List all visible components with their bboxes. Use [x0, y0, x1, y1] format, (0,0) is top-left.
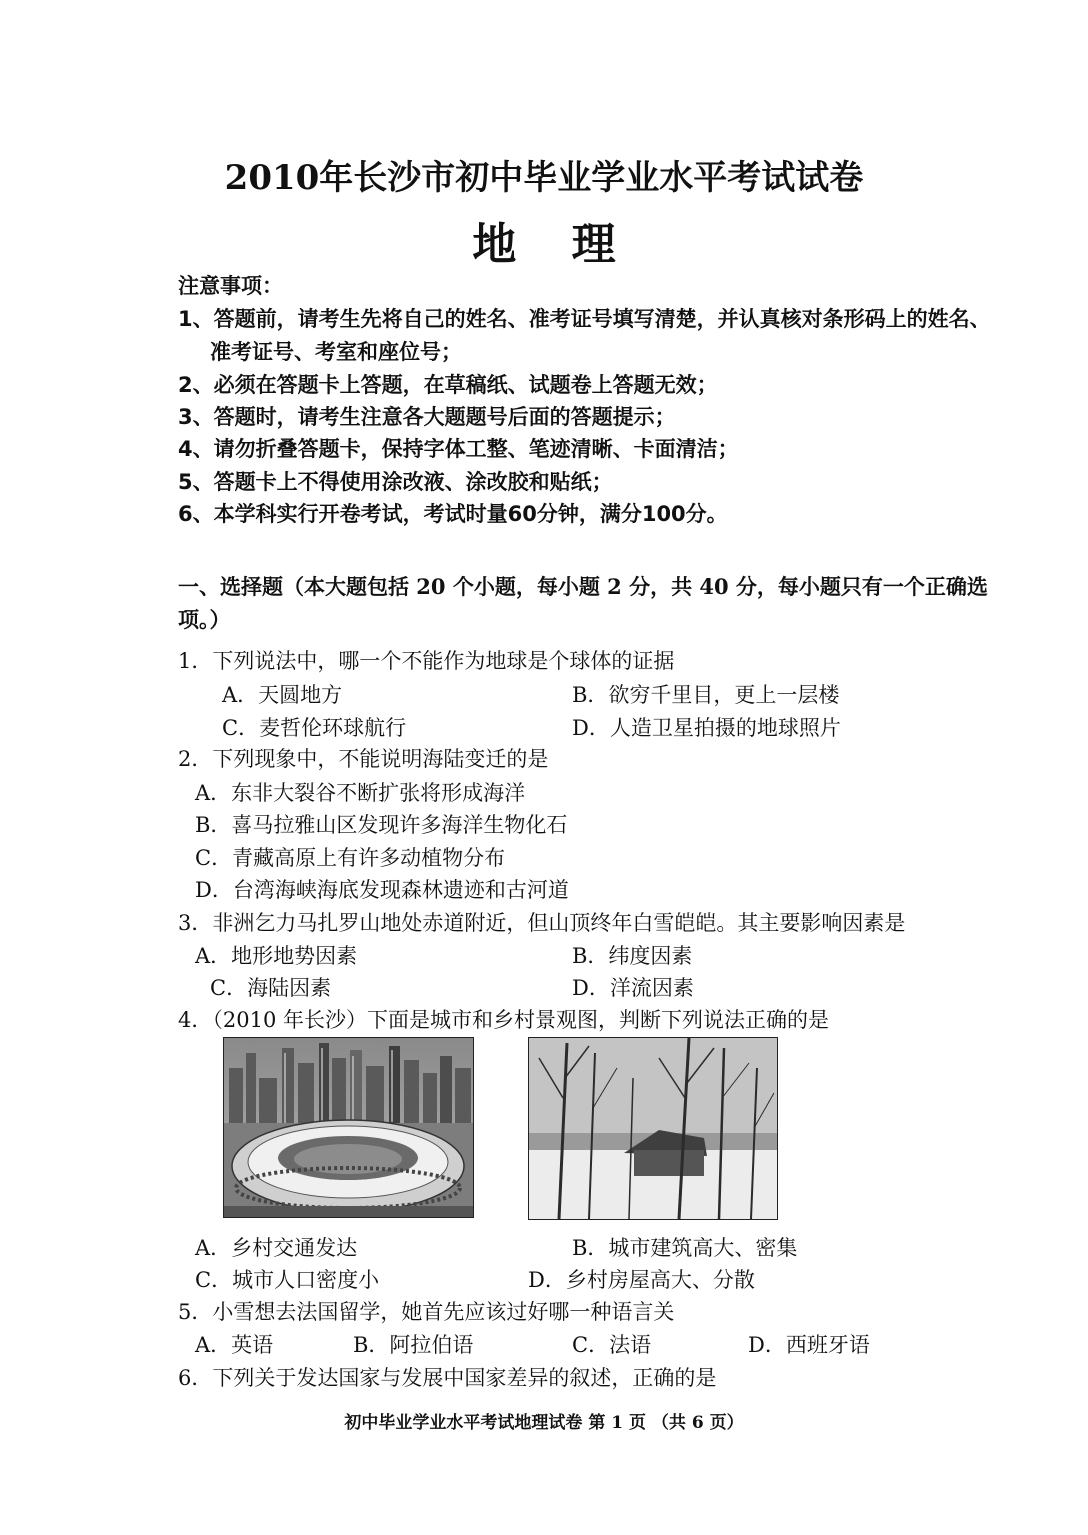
- snowy-village-illustration: [529, 1038, 777, 1219]
- q3-option-d: D．洋流因素: [572, 976, 694, 1000]
- notice-item: 1、答题前，请考生先将自己的姓名、准考证号填写清楚，并认真核对条形码上的姓名、: [178, 307, 991, 331]
- page-footer: 初中毕业学业水平考试地理试卷 第 1 页 （共 6 页）: [344, 1413, 744, 1433]
- village-landscape-image: [528, 1037, 778, 1220]
- q2-option-c: C．青藏高原上有许多动植物分布: [195, 846, 506, 870]
- q4-option-c: C．城市人口密度小: [195, 1268, 380, 1292]
- q1-option-d: D．人造卫星拍摄的地球照片: [572, 716, 841, 740]
- question-5-stem: 5．小雪想去法国留学，她首先应该过好哪一种语言关: [178, 1300, 675, 1324]
- q3-option-b: B．纬度因素: [572, 944, 693, 968]
- q5-option-a: A．英语: [195, 1333, 274, 1357]
- exam-title: 2010年长沙市初中毕业学业水平考试试卷: [224, 158, 864, 198]
- question-6-stem: 6．下列关于发达国家与发展中国家差异的叙述，正确的是: [178, 1366, 717, 1390]
- question-3-stem: 3．非洲乞力马扎罗山地处赤道附近，但山顶终年白雪皑皑。其主要影响因素是: [178, 911, 906, 935]
- q2-option-b: B．喜马拉雅山区发现许多海洋生物化石: [195, 813, 568, 837]
- notice-item: 3、答题时，请考生注意各大题题号后面的答题提示；: [178, 405, 676, 429]
- q5-option-c: C．法语: [572, 1333, 652, 1357]
- question-2-stem: 2．下列现象中，不能说明海陆变迁的是: [178, 747, 549, 771]
- notice-item: 4、请勿折叠答题卡，保持字体工整、笔迹清晰、卡面清洁；: [178, 437, 739, 461]
- city-landscape-image: [223, 1037, 474, 1218]
- q4-option-b: B．城市建筑高大、密集: [572, 1236, 798, 1260]
- q3-option-a: A．地形地势因素: [195, 944, 358, 968]
- notice-item: 5、答题卡上不得使用涂改液、涂改胶和贴纸；: [178, 470, 613, 494]
- q2-option-d: D．台湾海峡海底发现森林遗迹和古河道: [195, 878, 569, 902]
- q1-option-b: B．欲穷千里目，更上一层楼: [572, 683, 840, 707]
- q2-option-a: A．东非大裂谷不断扩张将形成海洋: [195, 781, 526, 805]
- section-heading: 一、选择题（本大题包括 20 个小题，每小题 2 分，共 40 分，每小题只有一个正确选: [178, 574, 988, 599]
- q4-option-a: A．乡村交通发达: [195, 1236, 358, 1260]
- q3-option-c: C．海陆因素: [210, 976, 332, 1000]
- section-heading-cont: 项。）: [178, 607, 231, 632]
- q4-option-d: D．乡村房屋高大、分散: [528, 1268, 755, 1292]
- notice-item: 准考证号、考室和座位号；: [210, 340, 462, 364]
- notice-heading: 注意事项：: [178, 274, 283, 298]
- q1-option-a: A．天圆地方: [222, 683, 343, 707]
- q1-option-c: C．麦哲伦环球航行: [222, 716, 407, 740]
- stadium-illustration: [224, 1038, 473, 1217]
- question-1-stem: 1．下列说法中，哪一个不能作为地球是个球体的证据: [178, 649, 675, 673]
- subject-title: 地 理: [472, 219, 616, 270]
- notice-item: 6、本学科实行开卷考试，考试时量60分钟，满分100分。: [178, 502, 728, 526]
- q5-option-b: B．阿拉伯语: [353, 1333, 474, 1357]
- notice-item: 2、必须在答题卡上答题，在草稿纸、试题卷上答题无效；: [178, 373, 718, 397]
- q5-option-d: D．西班牙语: [748, 1333, 870, 1357]
- question-4-stem: 4．（2010 年长沙）下面是城市和乡村景观图，判断下列说法正确的是: [178, 1008, 829, 1032]
